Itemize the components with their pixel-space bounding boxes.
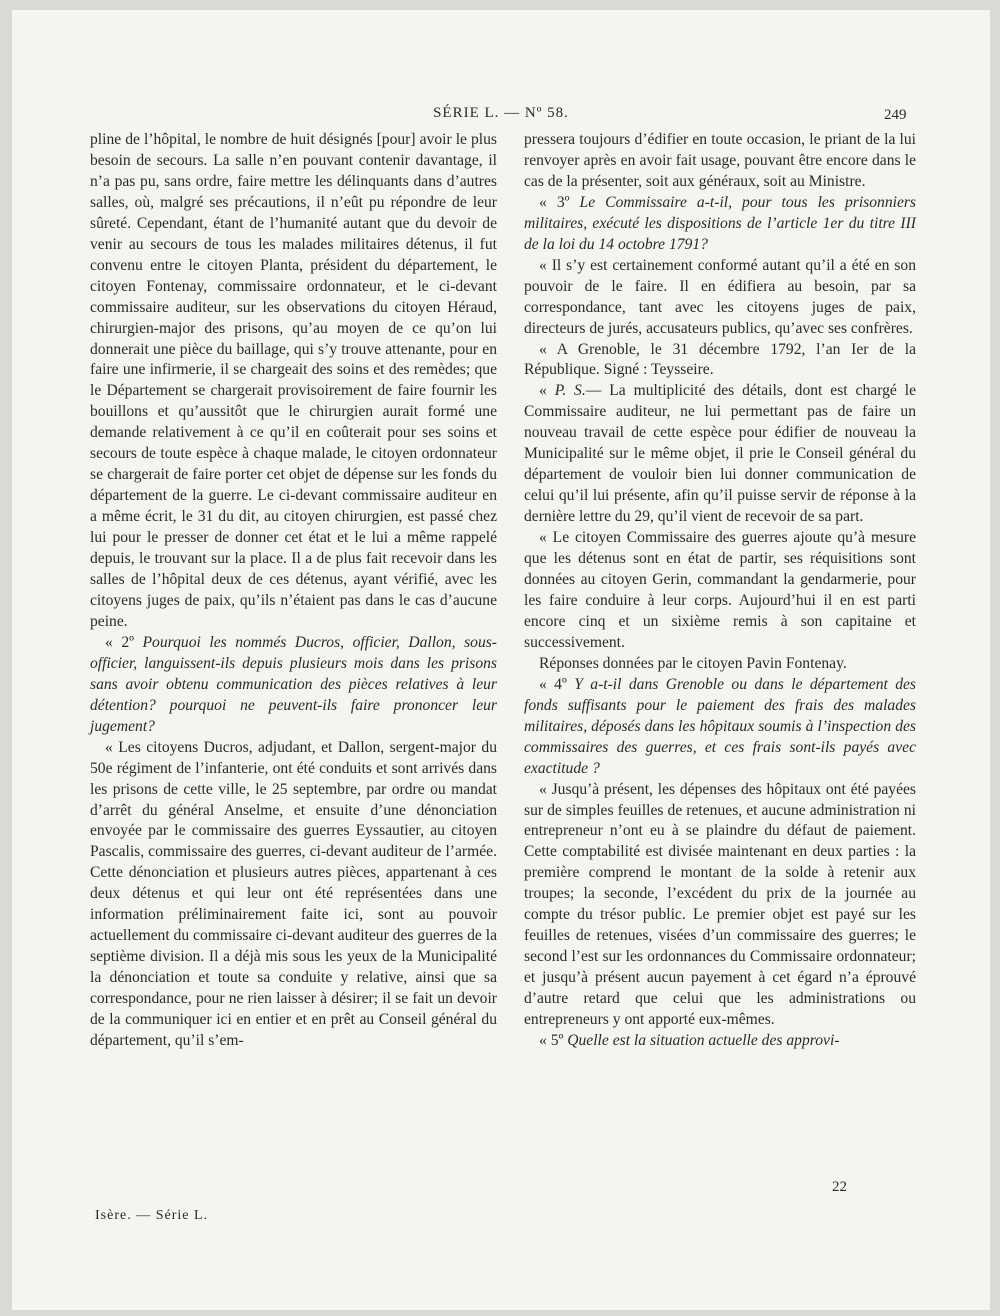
question-text: Quelle est la situation actuelle des approvi-: [567, 1031, 840, 1049]
question-text: Le Commissaire a-t-il, pour tous les prisonniers militaires, exécuté les dispositions de l’article 1er du titre III de la loi du 14 octobre 1791?: [524, 193, 917, 253]
question-number: « 2º: [105, 633, 134, 651]
question-text: Pourquoi les nommés Ducros, officier, Dallon, sous-officier, languissent-ils depuis plusieurs mois dans les prisons sans avoir obtenu communication des pièces relatives à leur détention? pourquoi ne peuvent-ils faire prononcer leur jugement?: [90, 633, 498, 735]
quote-mark: «: [539, 382, 547, 400]
paragraph: pline de l’hôpital, le nombre de huit désignés [pour] avoir le plus besoin de secours. La salle n’en pouvant contenir davantage, il n’a pas pu, sans ordre, faire mettre les délinquants dans d’autres salles, où, malgré ses précautions, il n’eût pu répondre de leur sûreté. Cependant, étant de l’humanité autant que du devoir de venir au secours de tous les malades militaires détenus, il fut convenu entre le citoyen Planta, président du département, le citoyen Fontenay, commissaire ordonnateur, et le ci-devant commissaire auditeur, sur les observations du citoyen Héraud, chirurgien-major des prisons, qu’au moyen de ce qu’on lui donnerait une pièce du baillage, qui s’y trouve attenante, pour en faire une infirmerie, il se chargeait des soins et des remèdes; que le Département se chargerait provisoirement de faire fournir les bouillons et qu’aussitôt que le chirurgien aurait formé une demande relativement à ce qu’il en coûterait pour ses soins et secours de toute espèce à chaque malade, le citoyen ordonnateur se chargerait de faire porter cet objet de dépense sur les fonds du département de la guerre. Le ci-devant commissaire auditeur en a même écrit, le 31 du dit, au citoyen chirurgien, est passé chez lui pour le presser de donner cet état et le lui a même rappelé depuis, le trouvant sur la place. Il a de plus fait recevoir dans les salles de l’hôpital deux de ces détenus, ayant vérifié, avec les citoyens juges de paix, qu’ils n’étaient pas dans le cas d’aucune peine.: [90, 131, 497, 630]
document-page: [12, 10, 990, 1310]
paragraph: « A Grenoble, le 31 décembre 1792, l’an Ier de la République. Signé : Teysseire.: [524, 340, 916, 379]
left-column: [90, 130, 497, 1052]
paragraph: « Il s’y est certainement conformé autant qu’il a été en son pouvoir de le faire. Il en édifiera au besoin, par sa correspondance, tant avec les citoyens juges de paix, directeurs de jurés, accusateurs publics, qu’avec ses confrères.: [524, 256, 916, 337]
paragraph: pressera toujours d’édifier en toute occasion, le priant de la lui renvoyer après en avoir fait usage, pouvant être encore dans le cas de la présenter, soit aux généraux, soit au Ministre.: [524, 131, 916, 190]
signature-mark: 22: [832, 1179, 847, 1195]
question-paragraph: [524, 193, 916, 256]
right-column: [524, 130, 916, 1052]
question-number: « 3º: [539, 193, 570, 211]
question-number: « 4º: [539, 675, 567, 693]
postscript-text: — La multiplicité des détails, dont est chargé le Commissaire auditeur, ne lui permettant pas de faire un nouveau travail de cette espèce pour édifier de nouveau la Municipalité sur le même objet, il prie le Conseil général du département de vouloir bien lui donner communication de celui qu’il lui présente, afin qu’il puisse servir de réponse à la dernière lettre du 29, qu’il vient de recevoir de sa part.: [524, 382, 916, 526]
postscript-paragraph: [524, 381, 916, 528]
paragraph: « Jusqu’à présent, les dépenses des hôpitaux ont été payées sur de simples feuilles de retenues, et aucune administration ni entrepreneur n’ont eu à se plaindre du défaut de paiement. Cette comptabilité est divisée maintenant en deux parties : la première comprend le montant de la solde à retenir aux troupes; la seconde, l’excédent du prix de la journée au compte du trésor public. Le premier objet est payé sur les feuilles de retenues, visées d’un commissaire des guerres; le second l’est sur les ordonnances du Commissaire ordonnateur; et jusqu’à présent aucun payement à cet égard n’a éprouvé d’autre retard que celui que les administrations ou entrepreneurs y ont apporté eux-mêmes.: [524, 780, 916, 1029]
paragraph: « Le citoyen Commissaire des guerres ajoute qu’à mesure que les détenus sont en état de partir, ses réquisitions sont données au citoyen Gerin, commandant la gendarmerie, pour les faire conduire à leur corps. Aujourd’hui il en est parti encore cinq et un sixième remis à son capitaine et successivement.: [524, 529, 916, 651]
question-paragraph: [90, 633, 497, 738]
paragraph: « Les citoyens Ducros, adjudant, et Dallon, sergent-major du 50e régiment de l’infanterie, ont été conduits et sont arrivés dans les prisons de cette ville, le 25 septembre, par ordre ou mandat d’arrêt du général Anselme, et ensuite d’une dénonciation envoyée par le commissaire des guerres Eyssautier, au citoyen Pascalis, commissaire des guerres, ci-devant auditeur de l’armée. Cette dénonciation et plusieurs autres pièces, appartenant à ces deux détenus et qui leur ont été représentées dans une information préliminairement faite ici, sont au pouvoir actuellement du commissaire ci-devant auditeur des guerres de la septième division. Il a déjà mis sous les yeux de la Municipalité la dénonciation et toute sa conduite y relative, ainsi que sa correspondance, pour ne rien laisser à désirer; il se fait un devoir de la communiquer ici en entier et en prêt au Conseil général du département, qu’il s’em-: [90, 738, 498, 1049]
question-paragraph: [524, 1031, 916, 1052]
running-title: SÉRIE L. — Nº 58.: [433, 105, 569, 121]
question-paragraph: [524, 675, 916, 780]
question-number: « 5º: [539, 1031, 564, 1049]
postscript-label: P. S.: [554, 382, 586, 400]
paragraph: Réponses données par le citoyen Pavin Fontenay.: [539, 654, 847, 672]
page-footer: Isère. — Série L.: [95, 1208, 209, 1223]
page-number: 249: [884, 107, 907, 123]
question-text: Y a-t-il dans Grenoble ou dans le département des fonds suffisants pour le paiement des frais des malades militaires, déposés dans les hôpitaux soumis à l’inspection des commissaires des guerres, et ces frais sont-ils payés avec exactitude ?: [524, 675, 916, 777]
